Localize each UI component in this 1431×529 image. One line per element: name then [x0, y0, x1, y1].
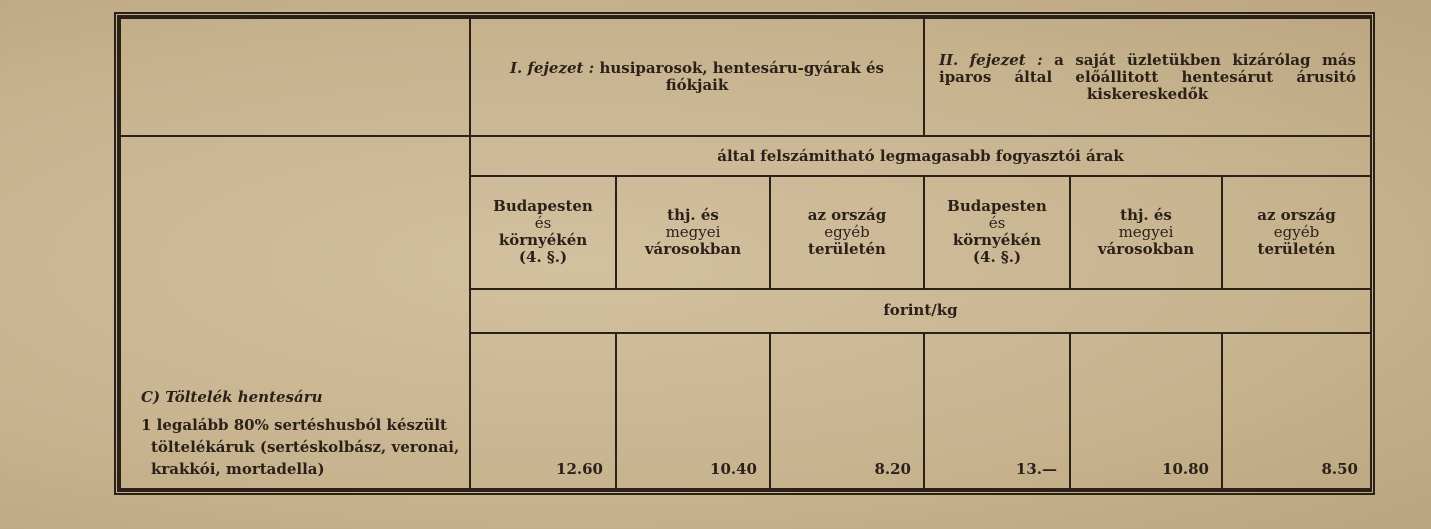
price-country-1: 8.20: [770, 333, 924, 489]
col1-line2: és: [534, 214, 552, 233]
chapter1-header: [470, 18, 924, 136]
max-price-caption: által felszámitható legmagasabb fogyasztói árak: [470, 136, 1371, 176]
corner-empty-cell: [120, 18, 470, 136]
unit-caption: forint/kg: [470, 289, 1371, 333]
chapter2-text: a saját üzletükben kizárólag más iparos által előállitott hentesárut árusitó kiskereskedők: [939, 50, 1356, 103]
column-header-budapest-2: [924, 176, 1070, 288]
col3-line3: területén: [808, 239, 886, 258]
item-description: 1 legalább 80% sertéshusból készült töltelékáruk (sertéskolbász, veronai, krakkói, mortadella): [141, 416, 460, 478]
price-towns-2: 10.80: [1070, 333, 1222, 489]
category-title: C) Töltelék hentesáru: [141, 388, 323, 406]
column-header-towns-2: [1070, 176, 1222, 288]
col2-line3: városokban: [644, 239, 742, 258]
price-table-frame: [114, 12, 1375, 495]
col1-line4: (4. §.): [518, 248, 568, 267]
col2-line1: thj. és: [667, 205, 719, 224]
price-table: [119, 17, 1372, 490]
col2-line2: megyei: [665, 222, 721, 241]
chapter2-header: [924, 18, 1371, 136]
col6-line2: egyéb: [1273, 222, 1320, 241]
col4-line1: Budapesten: [947, 197, 1047, 216]
col5-line3: városokban: [1097, 239, 1195, 258]
item-cell: [120, 136, 470, 489]
price-towns-1: 10.40: [616, 333, 770, 489]
col4-line4: (4. §.): [972, 248, 1022, 267]
col4-line3: környékén: [952, 231, 1042, 250]
col3-line2: egyéb: [824, 222, 870, 241]
col6-line1: az ország: [1257, 205, 1336, 224]
column-header-towns-1: [616, 176, 770, 288]
col1-line3: környékén: [498, 231, 588, 250]
column-header-country-2: [1222, 176, 1371, 288]
col3-line1: az ország: [807, 205, 887, 224]
price-budapest-2: 13.—: [924, 333, 1070, 489]
chapter1-text: husiparosok, hentesáru-gyárak és fiókjaik: [599, 59, 884, 95]
column-header-country-1: [770, 176, 924, 288]
chapter2-label: II. fejezet :: [939, 50, 1043, 69]
price-budapest-1: 12.60: [470, 333, 616, 489]
price-country-2: 8.50: [1222, 333, 1371, 489]
col4-line2: és: [988, 214, 1006, 233]
col6-line3: területén: [1257, 239, 1336, 258]
col1-line1: Budapesten: [493, 197, 593, 216]
col5-line1: thj. és: [1120, 205, 1172, 224]
chapter1-label: I. fejezet :: [510, 59, 595, 78]
col5-line2: megyei: [1118, 222, 1174, 241]
column-header-budapest-1: [470, 176, 616, 288]
